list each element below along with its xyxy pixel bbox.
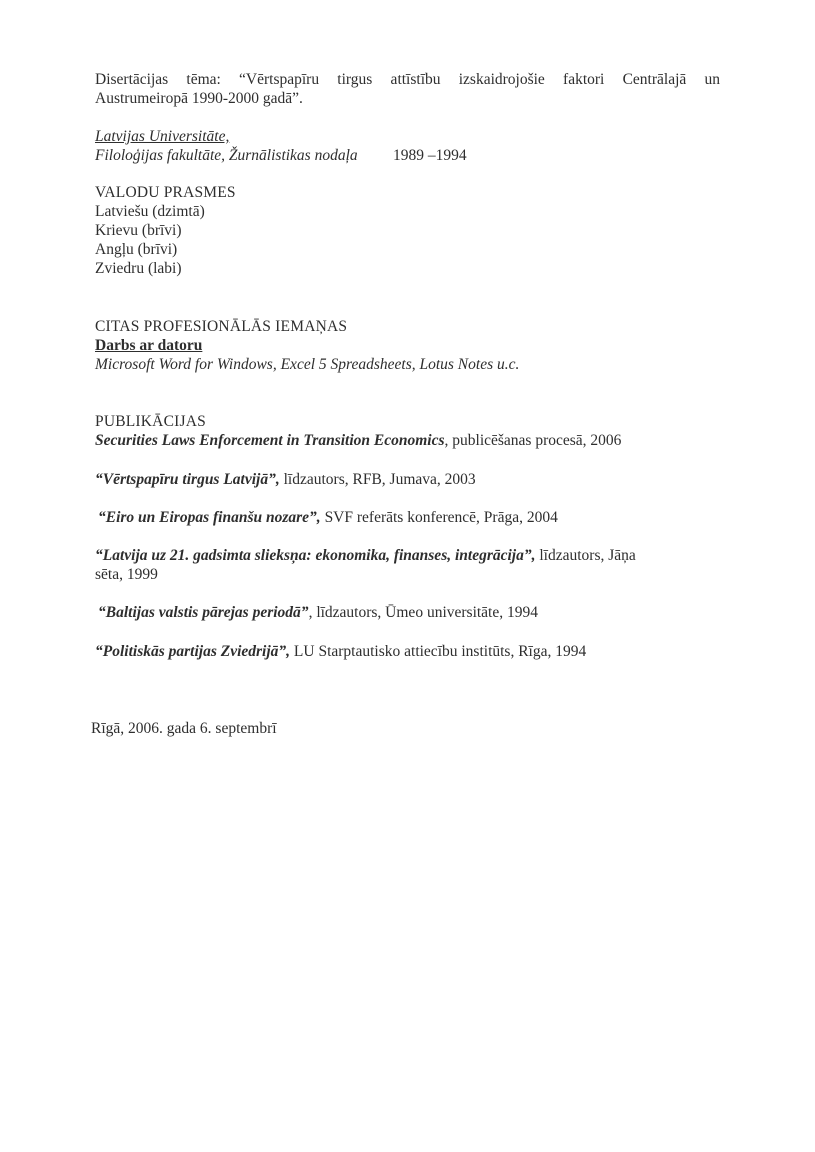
skills-text: Microsoft Word for Windows, Excel 5 Spreadsheets, Lotus Notes u.c. bbox=[95, 356, 520, 373]
footer-block bbox=[91, 719, 716, 738]
language-item: Latviešu (dzimtā) bbox=[95, 203, 205, 220]
publication-details: LU Starptautisko attiecību institūts, Rīga, 1994 bbox=[290, 643, 587, 660]
university-name: Latvijas Universitāte, bbox=[95, 128, 230, 145]
language-item: Zviedru (labi) bbox=[95, 260, 182, 277]
language-item: Angļu (brīvi) bbox=[95, 241, 178, 258]
publication-details-continued: sēta, 1999 bbox=[95, 566, 158, 583]
publication-details: SVF referāts konferencē, Prāga, 2004 bbox=[320, 509, 558, 526]
publications-section bbox=[95, 412, 720, 450]
publication-details: līdzautors, RFB, Jumava, 2003 bbox=[279, 471, 476, 488]
publication-item-2 bbox=[95, 470, 720, 489]
publication-details: līdzautors, Jāņa bbox=[535, 547, 636, 564]
publication-details: , publicēšanas procesā, 2006 bbox=[444, 432, 622, 449]
publication-item bbox=[95, 431, 720, 450]
dissertation-line-2: Austrumeiropā 1990-2000 gadā”. bbox=[95, 90, 303, 107]
place-date: Rīgā, 2006. gada 6. septembrī bbox=[91, 720, 277, 737]
language-item: Krievu (brīvi) bbox=[95, 222, 182, 239]
skills-section bbox=[95, 317, 720, 374]
languages-section bbox=[95, 183, 720, 278]
publications-heading: PUBLIKĀCIJAS bbox=[95, 413, 206, 430]
publication-item-6 bbox=[95, 642, 720, 661]
education-block bbox=[95, 127, 720, 165]
publication-item-3 bbox=[98, 508, 723, 527]
publication-title: “Vērtspapīru tirgus Latvijā”, bbox=[95, 471, 280, 488]
publication-title: “Baltijas valstis pārejas periodā” bbox=[98, 604, 309, 621]
publication-item-4 bbox=[95, 546, 720, 584]
faculty-name: Filoloģijas fakultāte, Žurnālistikas nodaļa bbox=[95, 147, 358, 164]
skills-subheading: Darbs ar datoru bbox=[95, 337, 203, 354]
faculty-row bbox=[95, 146, 720, 165]
dissertation-line-1: Disertācijas tēma: “Vērtspapīru tirgus attīstību izskaidrojošie faktori Centrālajā un bbox=[95, 71, 720, 88]
publication-item-5 bbox=[98, 603, 723, 622]
dissertation-block bbox=[95, 70, 720, 108]
publication-title: Securities Laws Enforcement in Transition Economics bbox=[95, 432, 445, 449]
publication-title: “Eiro un Eiropas finanšu nozare”, bbox=[98, 509, 321, 526]
publication-details: , līdzautors, Ūmeo universitāte, 1994 bbox=[308, 604, 538, 621]
languages-heading: VALODU PRASMES bbox=[95, 184, 236, 201]
publication-title: “Latvija uz 21. gadsimta slieksņa: ekonomika, finanses, integrācija”, bbox=[95, 547, 536, 564]
publication-title: “Politiskās partijas Zviedrijā”, bbox=[95, 643, 291, 660]
education-years: 1989 –1994 bbox=[393, 147, 467, 164]
skills-heading: CITAS PROFESIONĀLĀS IEMAŅAS bbox=[95, 318, 348, 335]
